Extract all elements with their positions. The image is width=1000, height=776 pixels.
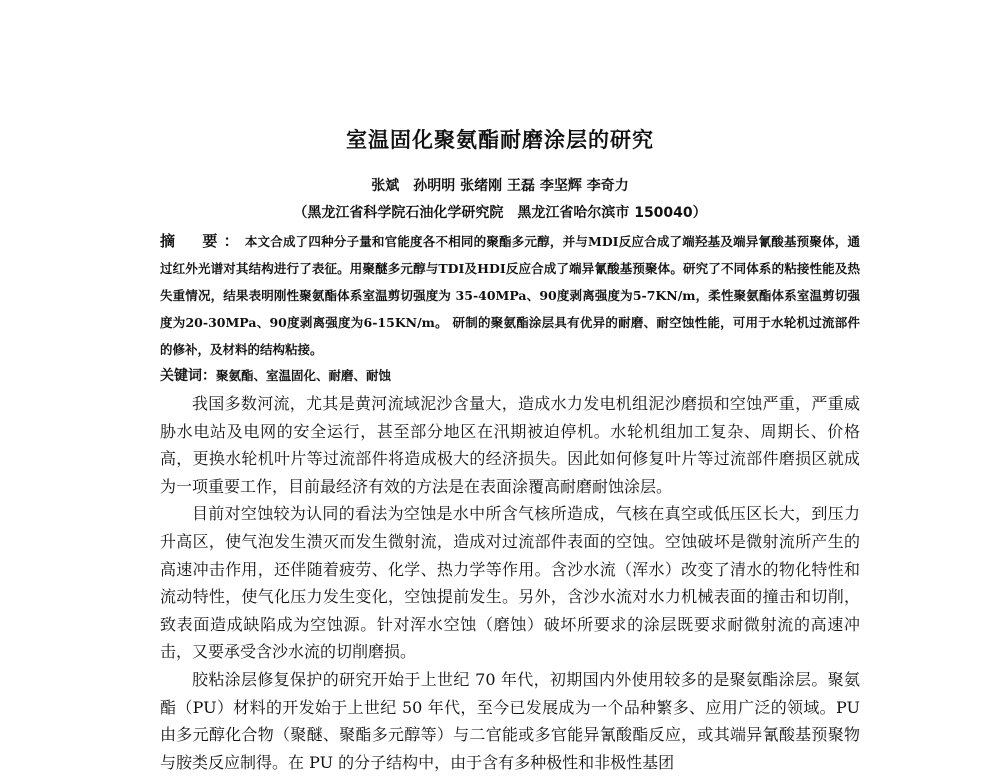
body-paragraph-2: 目前对空蚀较为认同的看法为空蚀是水中所含气核所造成，气核在真空或低压区长大，到压力升高区，使气泡发生溃灭而发生微射流，造成对过流部件表面的空蚀。空蚀破坏是微射流所产生的高速冲击作用，还伴随着疲劳、化学、热力学等作用。含沙水流（浑水）改变了清水的物化特性和流动特性，使气化压力发生变化，空蚀提前发生。另外，含沙水流对水力机械表面的撞击和切削，致表面造成缺陷成为空蚀源。针对浑水空蚀（磨蚀）破坏所要求的涂层既要求耐微射流的高速冲击，又要承受含沙水流的切削磨损。 — [160, 504, 860, 662]
body-paragraph-1: 我国多数河流，尤其是黄河流域泥沙含量大，造成水力发电机组泥沙磨损和空蚀严重，严重威胁水电站及电网的安全运行，甚至部分地区在汛期被迫停机。水轮机组加工复杂、周期长、价格高，更换水轮机叶片等过流部件将造成极大的经济损失。因此如何修复叶片等过流部件磨损区就成为一项重要工作，目前最经济有效的方法是在表面涂覆高耐磨耐蚀涂层。 — [160, 394, 860, 496]
body-paragraph-3: 胶粘涂层修复保护的研究开始于上世纪 70 年代，初期国内外使用较多的是聚氨酯涂层。聚氨酯（PU）材料的开发始于上世纪 50 年代，至今已发展成为一个品种繁多、应用广泛的领域。PU 由多元醇化合物（聚醚、聚酯多元醇等）与二官能或多官能异氰酸酯反应，或其端异氰酸基预聚物与胺类反应制得。在 PU 的分子结构中，由于含有多种极性和非极性基团 — [160, 669, 860, 772]
keywords-label: 关键词： — [160, 368, 216, 384]
paper-title: 室温固化聚氨酯耐磨涂层的研究 — [346, 128, 654, 152]
affiliation: （黑龙江省科学院石油化学研究院 黑龙江省哈尔滨市 150040） — [293, 205, 707, 221]
abstract-label: 摘 要： — [160, 232, 245, 250]
keywords-text: 聚氨酯、室温固化、耐磨、耐蚀 — [216, 368, 392, 383]
abstract-text: 本文合成了四种分子量和官能度各不相同的聚酯多元醇，并与MDI反应合成了端羟基及端异氰酸基预聚体，通过红外光谱对其结构进行了表征。用聚醚多元醇与TDI及HDI反应合成了端异氰酸基预聚体。研究了不同体系的粘接性能及热失重情况，结果表明刚性聚氨酯体系室温剪切强度为 35-40MPa、90度剥离强度为5-7KN/m，柔性聚氨酯体系室温剪切强度为20-30MPa、90度剥离强度为6-15KN/m。 研制的聚氨酯涂层具有优异的耐磨、耐空蚀性能，可用于水轮机过流部件的修补，及材料的结构粘接。 — [160, 234, 860, 357]
keywords — [160, 366, 860, 386]
body-text — [160, 390, 860, 776]
author-list: 张斌 孙明明 张绪刚 王磊 李坚辉 李奇力 — [371, 178, 629, 194]
abstract — [160, 228, 860, 363]
